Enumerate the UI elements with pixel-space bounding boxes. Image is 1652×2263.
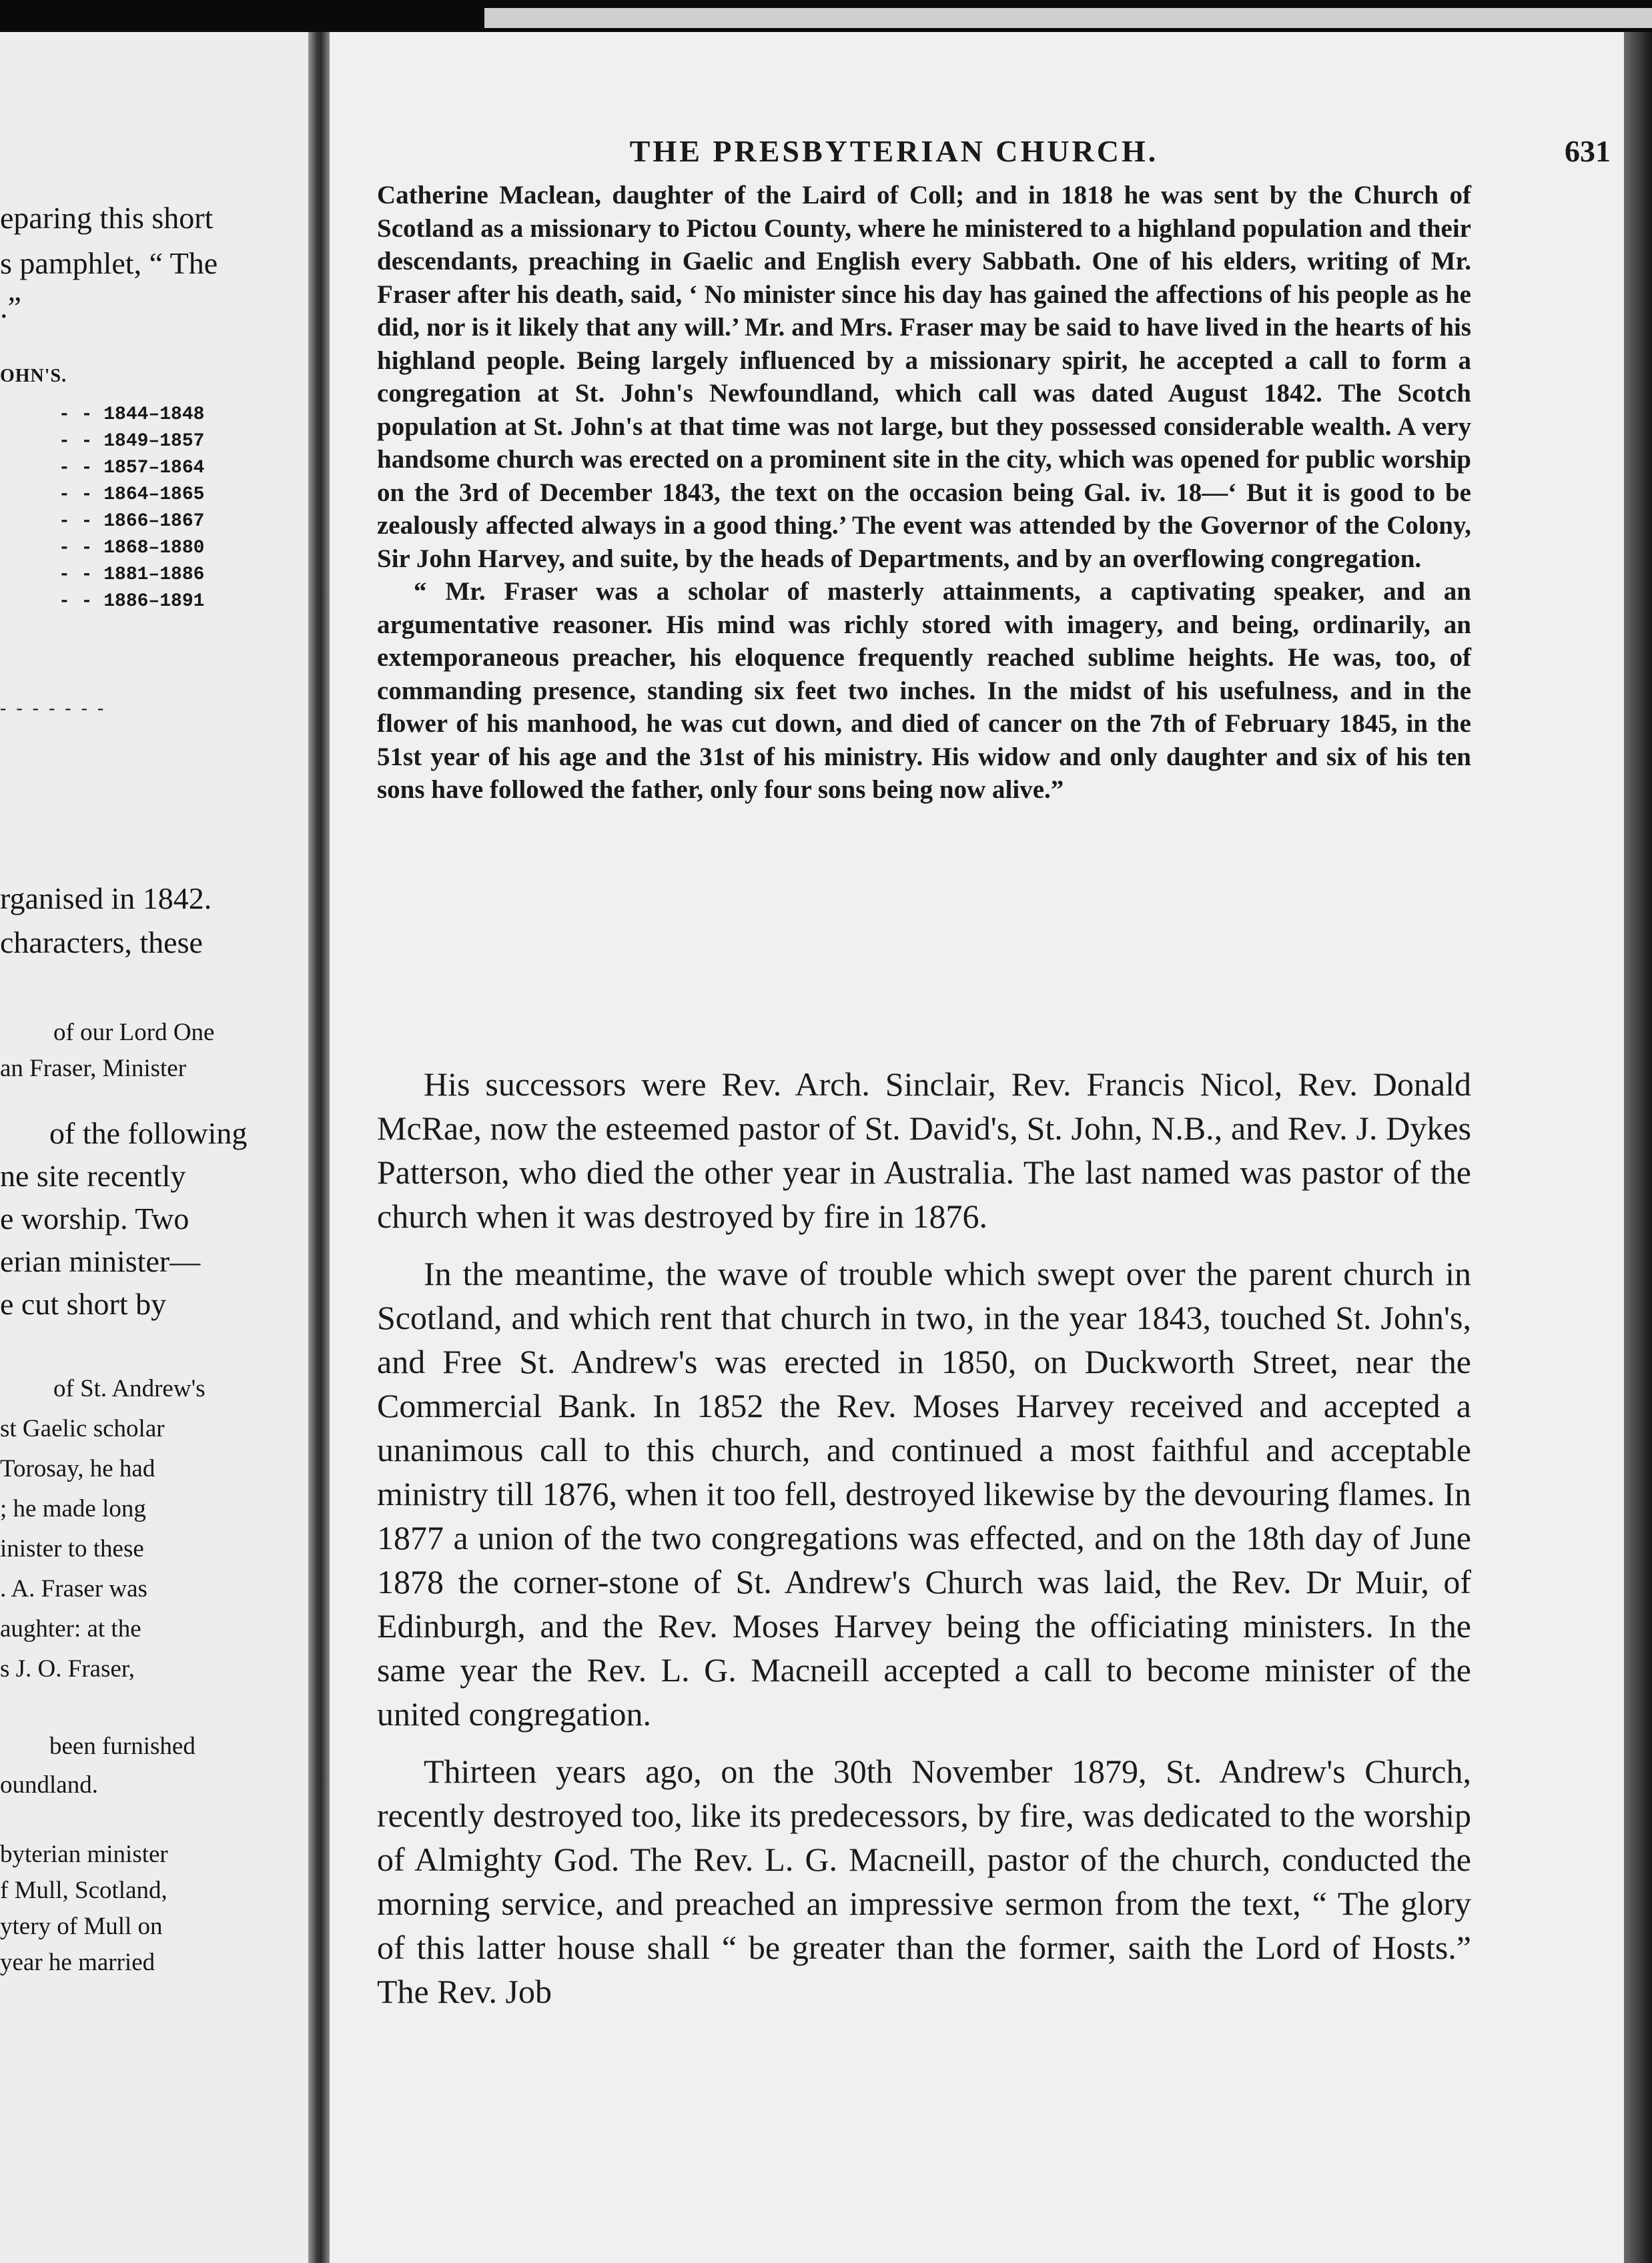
- facing-page-fragment: [0, 32, 308, 2263]
- facing-page-line: f Mull, Scotland,: [0, 1877, 167, 1904]
- facing-page-line: . A. Fraser was: [0, 1575, 147, 1603]
- facing-page-line: aughter: at the: [0, 1615, 141, 1643]
- facing-page-line: - - 1857–1864: [59, 458, 205, 478]
- facing-page-line: - - 1849–1857: [59, 431, 205, 452]
- quote-paragraph: Catherine Maclean, daughter of the Laird of Coll; and in 1818 he was sent by the Church of Scotland as a missionary to Pictou County, where he ministered to a highland population and their descendants, preaching in Gaelic and English every Sabbath. One of his elders, writing of Mr. Fraser after his death, said, ‘ No minister since his day has gained the affections of his people as he did, nor is it likely that any will.’ Mr. and Mrs. Fraser may be said to have lived in the hearts of his highland people. Being largely influenced by a missionary spirit, he accepted a call to form a congregation at St. John's Newfoundland, which call was dated August 1842. The Scotch population at St. John's at that time was not large, but they possessed considerable wealth. A very handsome church was erected on a prominent site in the city, which was opened for public worship on the 3rd of December 1843, the text on the occasion being Gal. iv. 18—‘ But it is good to be zealously affected always in a good thing.’ The event was attended by the Governor of the Colony, Sir John Harvey, and suite, by the heads of Departments, and by an overflowing congregation.: [377, 181, 1471, 573]
- facing-page-line: - - 1868–1880: [59, 538, 205, 558]
- facing-page-line: ; he made long: [0, 1495, 146, 1522]
- body-text: [377, 1062, 1471, 2027]
- facing-page-line: .”: [0, 290, 21, 324]
- facing-page-line: inister to these: [0, 1535, 144, 1562]
- facing-page-line: s pamphlet, “ The: [0, 246, 218, 280]
- facing-page-line: - - 1886–1891: [59, 591, 205, 612]
- facing-page-line: oundland.: [0, 1771, 98, 1799]
- facing-page-line: e worship. Two: [0, 1202, 189, 1236]
- facing-page-line: of our Lord One: [53, 1019, 215, 1046]
- facing-page-line: byterian minister: [0, 1841, 168, 1868]
- facing-page-line: of the following: [49, 1116, 248, 1150]
- body-paragraph: In the meantime, the wave of trouble which swept over the parent church in Scotland, and which rent that church in two, in the year 1843, touched St. John's, and Free St. Andrew's was erected in 1850, on Duckworth Street, near the Commercial Bank. In 1852 the Rev. Moses Harvey received and accepted a unanimous call to this church, and continued a most faithful and acceptable ministry till 1876, when it too fell, destroyed likewise by the devouring flames. In 1877 a union of the two congregations was effected, and on the 18th day of June 1878 the corner-stone of St. Andrew's Church was laid, the Rev. Dr Muir, of Edinburgh, and the Rev. Moses Harvey being the officiating ministers. In the same year the Rev. L. G. Macneill accepted a call to become minister of the united congregation.: [377, 1255, 1471, 1733]
- facing-page-line: erian minister—: [0, 1244, 201, 1278]
- running-header: THE PRESBYTERIAN CHURCH.: [629, 134, 1159, 168]
- facing-page-line: s J. O. Fraser,: [0, 1655, 135, 1683]
- facing-page-line: - - 1844–1848: [59, 404, 205, 425]
- facing-page-line: - - 1881–1886: [59, 564, 205, 585]
- facing-page-line: eparing this short: [0, 201, 214, 235]
- quoted-passage: [377, 179, 1471, 1079]
- facing-page-line: an Fraser, Minister: [0, 1055, 187, 1082]
- facing-page-line: st Gaelic scholar: [0, 1415, 165, 1442]
- facing-page-line: - - 1864–1865: [59, 484, 205, 505]
- facing-page-line: - - 1866–1867: [59, 511, 205, 532]
- page-top-edge: [484, 8, 1652, 28]
- facing-page-line: e cut short by: [0, 1287, 167, 1321]
- page-edge-shadow: [1624, 32, 1652, 2263]
- body-paragraph: Thirteen years ago, on the 30th November 1879, St. Andrew's Church, recently destroyed too, like its predecessors, by fire, was dedicated to the worship of Almighty God. The Rev. L. G. Macneill, pastor of the church, conducted the morning service, and preached an impressive sermon from the text, “ The glory of this latter house shall “ be greater than the former, saith the Lord of Hosts.” The Rev. Job: [377, 1753, 1471, 2010]
- facing-page-line: of St. Andrew's: [53, 1375, 205, 1402]
- book-gutter: [308, 32, 330, 2263]
- body-paragraph: His successors were Rev. Arch. Sinclair, Rev. Francis Nicol, Rev. Donald McRae, now the esteemed pastor of St. David's, St. John, N.B., and Rev. J. Dykes Patterson, who died the other year in Australia. The last named was pastor of the church when it was destroyed by fire in 1876.: [377, 1065, 1471, 1235]
- facing-page-line: ne site recently: [0, 1159, 186, 1193]
- page-number: 631: [1565, 134, 1611, 168]
- facing-page-line: characters, these: [0, 925, 203, 959]
- quote-paragraph: “ Mr. Fraser was a scholar of masterly attainments, a captivating speaker, and an argumentative reasoner. His mind was richly stored with imagery, and being, ordinarily, an extemporaneous preacher, his eloquence frequently reached sublime heights. He was, too, of commanding presence, standing six feet two inches. In the midst of his usefulness, and in the flower of his manhood, he was cut down, and died of cancer on the 7th of February 1845, in the 51st year of his age and the 31st of his ministry. His widow and only daughter and six of his ten sons have followed the father, only four sons being now alive.”: [377, 577, 1471, 804]
- facing-page-line: OHN'S.: [0, 366, 67, 386]
- facing-page-line: year he married: [0, 1949, 155, 1976]
- facing-page-line: - - - - - - -: [0, 698, 107, 719]
- facing-page-line: Torosay, he had: [0, 1455, 155, 1482]
- facing-page-line: been furnished: [49, 1733, 195, 1760]
- facing-page-line: ytery of Mull on: [0, 1913, 163, 1940]
- facing-page-line: rganised in 1842.: [0, 881, 212, 915]
